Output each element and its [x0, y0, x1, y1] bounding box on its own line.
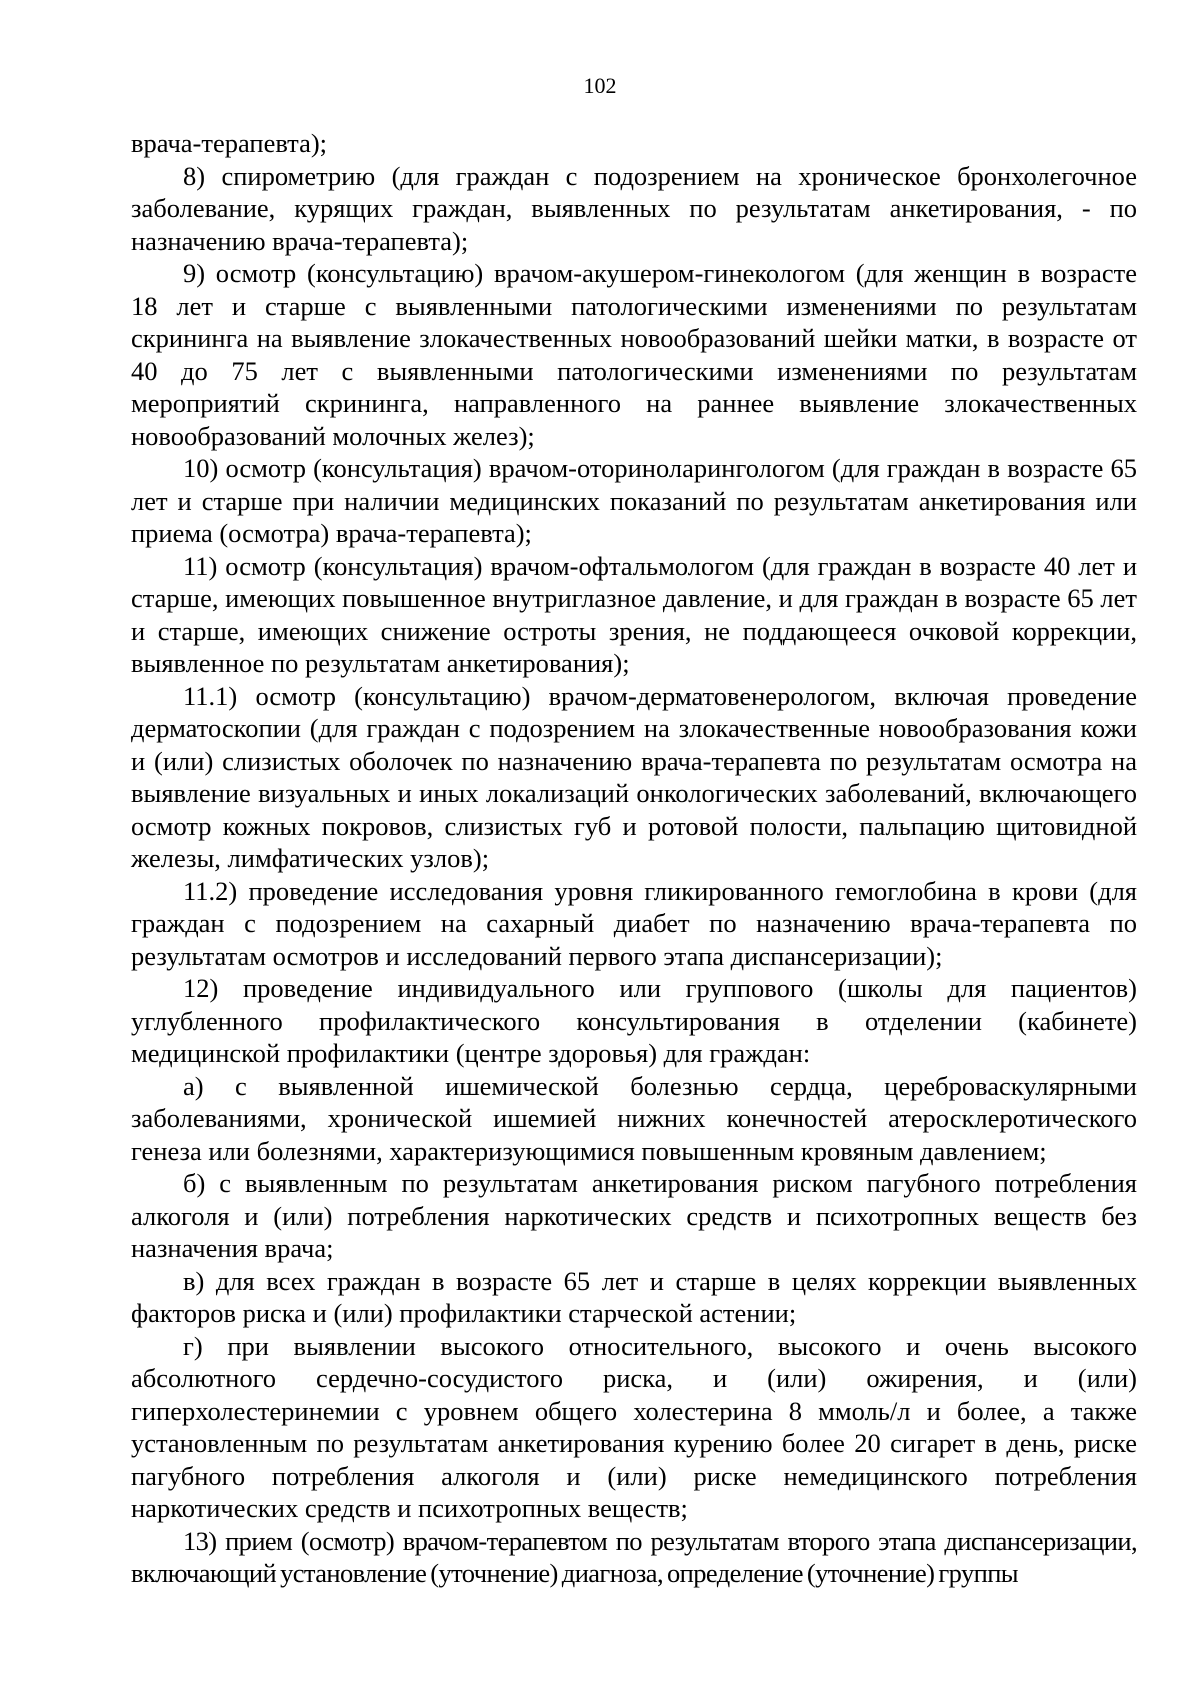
paragraph-item-13: 13) прием (осмотр) врачом-терапевтом по результатам второго этапа диспансеризации, включающий установление (уточнение) диагноза, определение (уточнение) группы	[131, 1525, 1137, 1588]
paragraph-continuation: врача-терапевта);	[131, 128, 328, 158]
paragraph-subitem-a: а) с выявленной ишемической болезнью сердца, цереброваскулярными заболеваниями, хронической ишемией нижних конечностей атеросклеротического генеза или болезнями, характеризующимися повышенным кровяным давлением;	[131, 1070, 1137, 1166]
paragraph-item-11-2: 11.2) проведение исследования уровня гликированного гемоглобина в крови (для граждан с подозрением на сахарный диабет по назначению врача-терапевта по результатам осмотров и исследований первого этапа диспансеризации);	[131, 875, 1137, 971]
document-body	[131, 127, 1137, 1590]
paragraph-item-11: 11) осмотр (консультация) врачом-офтальмологом (для граждан в возрасте 40 лет и старше, имеющих повышенное внутриглазное давление, и для граждан в возрасте 65 лет и старше, имеющих снижение остроты зрения, не поддающееся очковой коррекции, выявленное по результатам анкетирования);	[131, 550, 1137, 678]
paragraph-item-9: 9) осмотр (консультацию) врачом-акушером-гинекологом (для женщин в возрасте 18 лет и старше с выявленными патологическими изменениями по результатам скрининга на выявление злокачественных новообразований шейки матки, в возрасте от 40 до 75 лет с выявленными патологическими изменениями по результатам мероприятий скрининга, направленного на раннее выявление злокачественных новообразований молочных желез);	[131, 258, 1137, 451]
paragraph-subitem-v: в) для всех граждан в возрасте 65 лет и старше в целях коррекции выявленных факторов риска и (или) профилактики старческой астении;	[131, 1265, 1137, 1328]
paragraph-subitem-g: г) при выявлении высокого относительного, высокого и очень высокого абсолютного сердечно-сосудистого риска, и (или) ожирения, и (или) гиперхолестеринемии с уровнем общего холестерина 8 ммоль/л и более, а также установленным по результатам анкетирования курению более 20 сигарет в день, риске пагубного потребления алкоголя и (или) риске немедицинского потребления наркотических средств и психотропных веществ;	[131, 1330, 1137, 1523]
page-number: 102	[583, 73, 617, 98]
paragraph-item-11-1: 11.1) осмотр (консультацию) врачом-дерматовенерологом, включая проведение дерматоскопии (для граждан с подозрением на злокачественные новообразования кожи и (или) слизистых оболочек по назначению врача-терапевта по результатам осмотра на выявление визуальных и иных локализаций онкологических заболеваний, включающего осмотр кожных покровов, слизистых губ и ротовой полости, пальпацию щитовидной железы, лимфатических узлов);	[131, 680, 1137, 873]
paragraph-item-10: 10) осмотр (консультация) врачом-оториноларингологом (для граждан в возрасте 65 лет и старше при наличии медицинских показаний по результатам анкетирования или приема (осмотра) врача-терапевта);	[131, 453, 1137, 548]
paragraph-subitem-b: б) с выявленным по результатам анкетирования риском пагубного потребления алкоголя и (или) потребления наркотических средств и психотропных веществ без назначения врача;	[131, 1168, 1137, 1263]
paragraph-item-12: 12) проведение индивидуального или группового (школы для пациентов) углубленного профилактического консультирования в отделении (кабинете) медицинской профилактики (центре здоровья) для граждан:	[131, 973, 1137, 1068]
paragraph-item-8: 8) спирометрию (для граждан с подозрением на хроническое бронхолегочное заболевание, курящих граждан, выявленных по результатам анкетирования, - по назначению врача-терапевта);	[131, 160, 1137, 256]
